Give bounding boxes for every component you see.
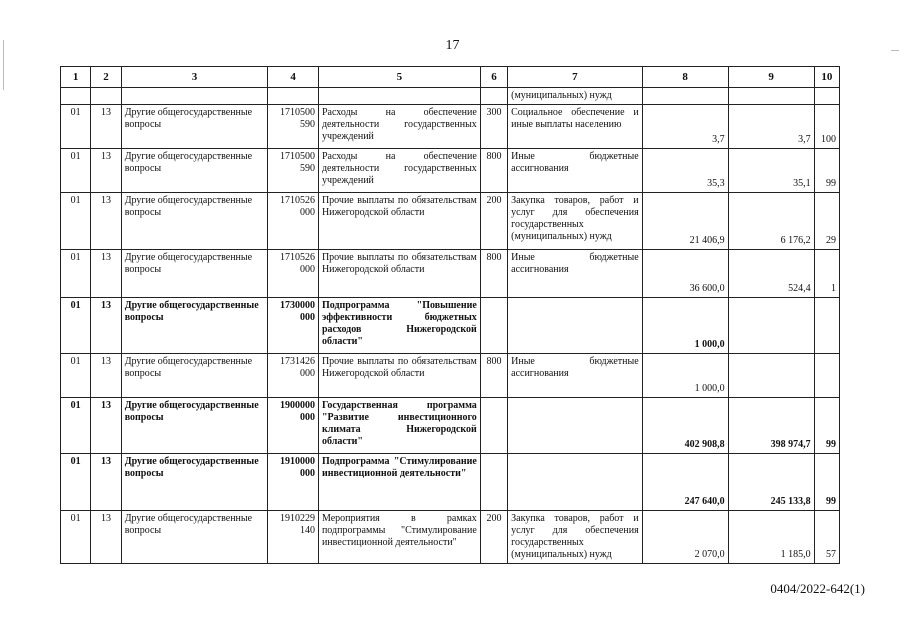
column-header: 3 [121,67,268,88]
table-cell [480,454,507,511]
table-cell: Прочие выплаты по обязательствам Нижегородской области [318,354,480,398]
table-cell: 524,4 [728,250,814,298]
table-cell [728,298,814,354]
table-cell [508,454,643,511]
table-cell: 247 640,0 [642,454,728,511]
table-header-row [61,67,840,88]
table-cell: Другие общегосударственные вопросы [121,193,268,250]
table-row [61,105,840,149]
column-header: 10 [814,67,839,88]
column-header: 8 [642,67,728,88]
table-cell: 21 406,9 [642,193,728,250]
table-cell: 35,1 [728,149,814,193]
table-cell: 01 [61,354,91,398]
table-cell: Подпрограмма "Повышение эффективности бюджетных расходов Нижегородской области" [318,298,480,354]
table-cell: Расходы на обеспечение деятельности государственных учреждений [318,149,480,193]
table-cell: 300 [480,105,507,149]
table-cell [642,88,728,105]
table-cell: 36 600,0 [642,250,728,298]
table-cell: 2 070,0 [642,511,728,564]
table-cell: 1 000,0 [642,354,728,398]
table-cell: Другие общегосударственные вопросы [121,298,268,354]
table-cell: 01 [61,511,91,564]
table-cell: 35,3 [642,149,728,193]
table-cell: Другие общегосударственные вопросы [121,105,268,149]
table-cell: (муниципальных) нужд [508,88,643,105]
table-cell: 01 [61,298,91,354]
table-cell: Другие общегосударственные вопросы [121,354,268,398]
table-cell [814,298,839,354]
table-cell: 1731426 000 [268,354,319,398]
table-row [61,193,840,250]
table-cell [480,88,507,105]
column-header: 7 [508,67,643,88]
table-cell: 13 [91,354,121,398]
table-cell: 13 [91,105,121,149]
table-cell: 3,7 [728,105,814,149]
table-cell: 3,7 [642,105,728,149]
table-row [61,398,840,454]
table-cell: 800 [480,149,507,193]
table-cell: 99 [814,398,839,454]
table-cell: 13 [91,298,121,354]
table-cell: Закупка товаров, работ и услуг для обеспечения государственных (муниципальных) нужд [508,511,643,564]
document-code: 0404/2022-642(1) [770,581,865,596]
column-header: 6 [480,67,507,88]
table-cell [318,88,480,105]
table-cell: 6 176,2 [728,193,814,250]
table-cell: 1900000 000 [268,398,319,454]
table-row [61,250,840,298]
table-cell: 1 000,0 [642,298,728,354]
table-row [61,354,840,398]
table-cell: 800 [480,354,507,398]
table-cell [508,298,643,354]
table-cell: Прочие выплаты по обязательствам Нижегородской области [318,193,480,250]
table-cell: Закупка товаров, работ и услуг для обеспечения государственных (муниципальных) нужд [508,193,643,250]
table-cell: Государственная программа "Развитие инвестиционного климата Нижегородской области" [318,398,480,454]
table-cell: 29 [814,193,839,250]
table-cell: 100 [814,105,839,149]
table-cell: Расходы на обеспечение деятельности государственных учреждений [318,105,480,149]
table-cell: 13 [91,250,121,298]
table-cell: 01 [61,149,91,193]
table-cell: 1 185,0 [728,511,814,564]
table-cell: 402 908,8 [642,398,728,454]
table-cell: 13 [91,454,121,511]
table-cell: 01 [61,398,91,454]
table-cell: 01 [61,193,91,250]
table-row [61,149,840,193]
table-cell [728,354,814,398]
table-cell [814,354,839,398]
table-cell: 13 [91,149,121,193]
budget-table [60,66,840,564]
table-cell: 01 [61,454,91,511]
table-cell: 1710500 590 [268,105,319,149]
table-cell [91,88,121,105]
table-cell [121,88,268,105]
table-cell: 13 [91,511,121,564]
table-cell: Мероприятия в рамках подпрограммы "Стимулирование инвестиционной деятельности" [318,511,480,564]
table-cell: 800 [480,250,507,298]
table-cell: Иные бюджетные ассигнования [508,149,643,193]
table-cell: 398 974,7 [728,398,814,454]
table-cell: 1710500 590 [268,149,319,193]
table-cell: 1730000 000 [268,298,319,354]
table-cell: Другие общегосударственные вопросы [121,149,268,193]
table-cell [268,88,319,105]
table-cell: 245 133,8 [728,454,814,511]
table-cell: 1710526 000 [268,250,319,298]
table-cell: Другие общегосударственные вопросы [121,511,268,564]
table-cell [480,398,507,454]
table-row [61,454,840,511]
table-cell: 13 [91,398,121,454]
table-cell: 57 [814,511,839,564]
table-row [61,88,840,105]
table-cell: 13 [91,193,121,250]
table-cell [508,398,643,454]
table-cell: Прочие выплаты по обязательствам Нижегородской области [318,250,480,298]
table-cell: 99 [814,454,839,511]
table-cell: Иные бюджетные ассигнования [508,250,643,298]
table-cell [814,88,839,105]
table-cell: Иные бюджетные ассигнования [508,354,643,398]
column-header: 4 [268,67,319,88]
page-number: 17 [445,38,460,53]
column-header: 1 [61,67,91,88]
column-header: 5 [318,67,480,88]
table-cell [61,88,91,105]
column-header: 2 [91,67,121,88]
table-cell: Другие общегосударственные вопросы [121,250,268,298]
table-cell: 200 [480,193,507,250]
table-cell: 01 [61,105,91,149]
table-cell: 1910229 140 [268,511,319,564]
table-row [61,298,840,354]
table-cell: Социальное обеспечение и иные выплаты населению [508,105,643,149]
table-cell [480,298,507,354]
table-cell: 01 [61,250,91,298]
table-cell: Другие общегосударственные вопросы [121,454,268,511]
table-cell: 99 [814,149,839,193]
table-cell: Подпрограмма "Стимулирование инвестиционной деятельности" [318,454,480,511]
table-cell [728,88,814,105]
table-row [61,511,840,564]
table-cell: 1910000 000 [268,454,319,511]
column-header: 9 [728,67,814,88]
table-cell: 1710526 000 [268,193,319,250]
table-cell: Другие общегосударственные вопросы [121,398,268,454]
table-cell: 1 [814,250,839,298]
table-cell: 200 [480,511,507,564]
